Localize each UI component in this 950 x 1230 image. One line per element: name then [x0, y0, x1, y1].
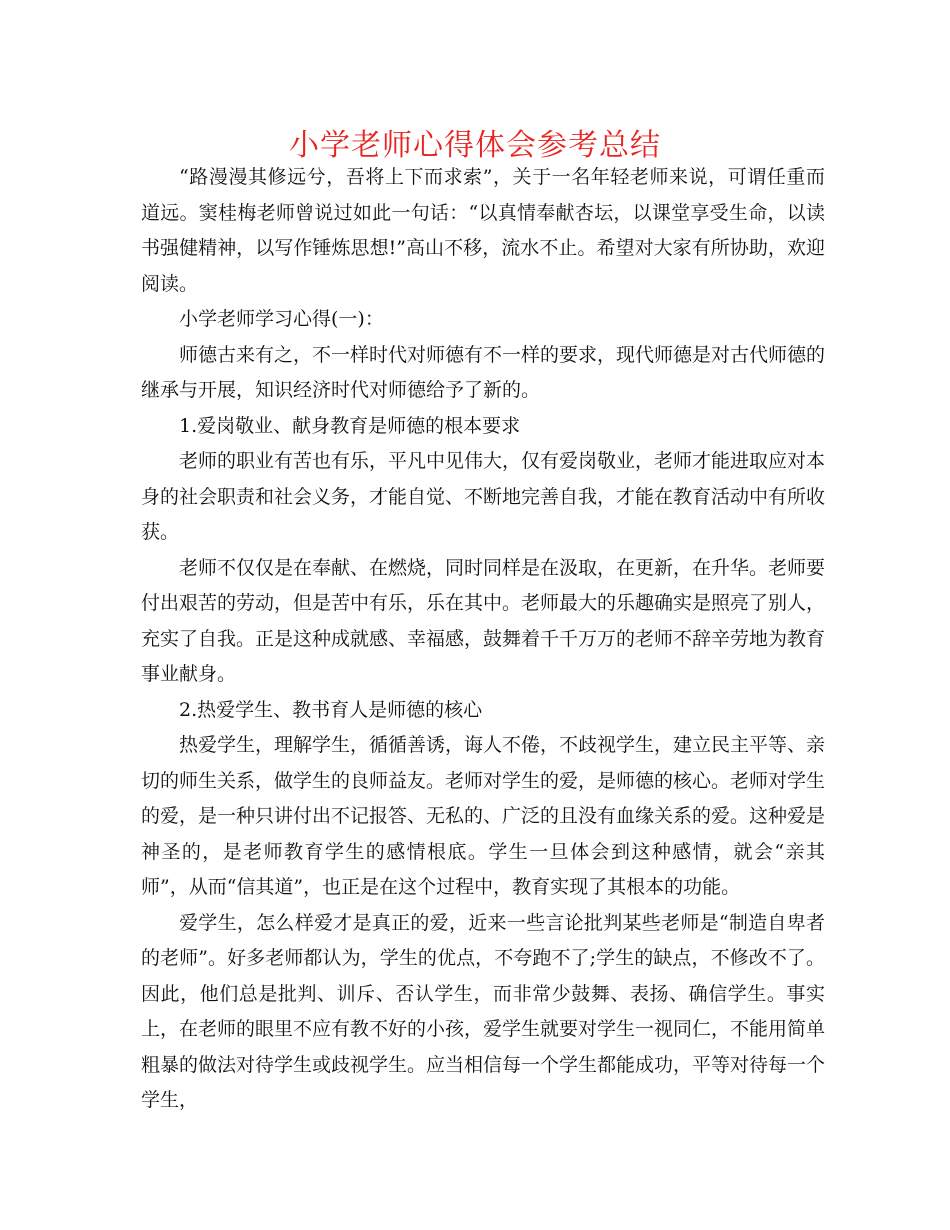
paragraph: 老师不仅仅是在奉献、在燃烧，同时同样是在汲取，在更新，在升华。老师要付出艰苦的劳动，但是苦中有乐，乐在其中。老师最大的乐趣确实是照亮了别人，充实了自我。正是这种成就感、幸福感，鼓舞着千千万万的老师不辞辛劳地为教育事业献身。	[141, 556, 826, 685]
paragraph-subheading-1: 1.爱岗敬业、献身教育是师德的根本要求	[179, 414, 521, 437]
paragraph-subheading-2: 2.热爱学生、教书育人是师德的核心	[179, 698, 483, 721]
paragraph: 师德古来有之，不一样时代对师德有不一样的要求，现代师德是对古代师德的继承与开展，知识经济时代对师德给予了新的。	[141, 343, 826, 401]
paragraph: 爱学生，怎么样爱才是真正的爱，近来一些言论批判某些老师是“制造自卑者的老师”。好多老师都认为，学生的优点，不夸跑不了;学生的缺点，不修改不了。因此，他们总是批判、训斥、否认学生，而非常少鼓舞、表扬、确信学生。事实上，在老师的眼里不应有教不好的小孩，爱学生就要对学生一视同仁，不能用简单粗暴的做法对待学生或歧视学生。应当相信每一个学生都能成功，平等对待每一个学生，	[141, 911, 826, 1111]
paragraph: 热爱学生，理解学生，循循善诱，诲人不倦，不歧视学生，建立民主平等、亲切的师生关系，做学生的良师益友。老师对学生的爱，是师德的核心。老师对学生的爱，是一种只讲付出不记报答、无私的、广泛的且没有血缘关系的爱。这种爱是神圣的，是老师教育学生的感情根底。学生一旦体会到这种感情，就会“亲其师”，从而“信其道”，也正是在这个过程中，教育实现了其根本的功能。	[141, 734, 826, 898]
document-title: 小学老师心得体会参考总结	[289, 128, 661, 163]
paragraph-section-heading: 小学老师学习心得(一)：	[179, 308, 384, 330]
document-body	[141, 160, 825, 1119]
paragraph: 老师的职业有苦也有乐，平凡中见伟大，仅有爱岗敬业，老师才能进取应对本身的社会职责和社会义务，才能自觉、不断地完善自我，才能在教育活动中有所收获。	[141, 450, 826, 543]
paragraph-intro: “路漫漫其修远兮，吾将上下而求索”，关于一名年轻老师来说，可谓任重而道远。窦桂梅老师曾说过如此一句话：“以真情奉献杏坛，以课堂享受生命，以读书强健精神，以写作锤炼思想!”高山不移，流水不止。希望对大家有所协助，欢迎阅读。	[141, 166, 825, 295]
